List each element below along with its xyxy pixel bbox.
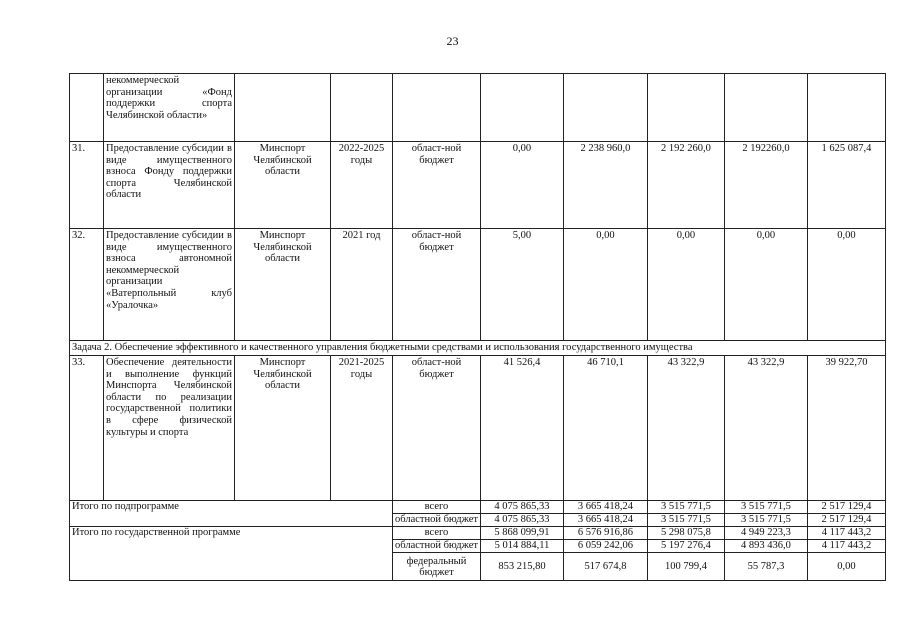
- period: 2021-2025 годы: [331, 356, 393, 501]
- executor: Минспорт Челябинской области: [235, 356, 331, 501]
- value-2024: 55 787,3: [724, 553, 807, 581]
- funding-source: [393, 74, 481, 142]
- period: 2022-2025 годы: [331, 142, 393, 229]
- value-2023: 5 298 075,8: [647, 527, 724, 540]
- value-2021: 4 075 865,33: [480, 514, 563, 527]
- value-2021: 41 526,4: [480, 356, 563, 501]
- value-2021: 0,00: [480, 142, 563, 229]
- executor: Минспорт Челябинской области: [235, 229, 331, 341]
- value-2022: 0,00: [563, 229, 647, 341]
- table-row: [70, 229, 886, 341]
- value-2024: 43 322,9: [724, 356, 807, 501]
- period: 2021 год: [331, 229, 393, 341]
- value-2022: 46 710,1: [563, 356, 647, 501]
- funding-source: областной бюджет: [393, 540, 481, 553]
- value-2024: 4 893 436,0: [724, 540, 807, 553]
- value-2022: [563, 74, 647, 142]
- executor: Минспорт Челябинской области: [235, 142, 331, 229]
- value-2025: 2 517 129,4: [807, 514, 885, 527]
- funding-source: област-ной бюджет: [393, 142, 481, 229]
- executor: [235, 74, 331, 142]
- value-2023: 3 515 771,5: [647, 514, 724, 527]
- table-row: [70, 74, 886, 142]
- value-2025: 4 117 443,2: [807, 527, 885, 540]
- measure-name: Предоставление субсидии в виде имущественного взноса автономной некоммерческой организации «Ватерпольный клуб «Уралочка»: [104, 229, 235, 341]
- value-2025: 2 517 129,4: [807, 501, 885, 514]
- funding-source: областной бюджет: [393, 514, 481, 527]
- period: [331, 74, 393, 142]
- value-2025: 0,00: [807, 229, 885, 341]
- value-2021: 5 868 099,91: [480, 527, 563, 540]
- value-2023: 5 197 276,4: [647, 540, 724, 553]
- value-2021: 4 075 865,33: [480, 501, 563, 514]
- value-2022: 6 576 916,86: [563, 527, 647, 540]
- value-2023: 2 192 260,0: [647, 142, 724, 229]
- value-2025: 1 625 087,4: [807, 142, 885, 229]
- row-number: 31.: [70, 142, 104, 229]
- value-2025: 39 922,70: [807, 356, 885, 501]
- value-2025: 4 117 443,2: [807, 540, 885, 553]
- value-2023: 100 799,4: [647, 553, 724, 581]
- page-number: 23: [446, 34, 459, 48]
- value-2023: 0,00: [647, 229, 724, 341]
- value-2021: [480, 74, 563, 142]
- value-2024: 3 515 771,5: [724, 501, 807, 514]
- funding-source: всего: [393, 501, 481, 514]
- value-2022: 3 665 418,24: [563, 514, 647, 527]
- program-total-label: Итого по государственной программе: [70, 527, 393, 581]
- value-2023: [647, 74, 724, 142]
- subprogram-total-row: [70, 501, 886, 514]
- funding-source: област-ной бюджет: [393, 229, 481, 341]
- value-2021: 853 215,80: [480, 553, 563, 581]
- value-2025: 0,00: [807, 553, 885, 581]
- value-2022: 2 238 960,0: [563, 142, 647, 229]
- value-2024: 0,00: [724, 229, 807, 341]
- value-2021: 5 014 884,11: [480, 540, 563, 553]
- row-number: [70, 74, 104, 142]
- row-number: 32.: [70, 229, 104, 341]
- value-2022: 3 665 418,24: [563, 501, 647, 514]
- value-2021: 5,00: [480, 229, 563, 341]
- value-2023: 43 322,9: [647, 356, 724, 501]
- table-row: [70, 142, 886, 229]
- subprogram-total-label: Итого по подпрограмме: [70, 501, 393, 527]
- program-total-row: [70, 527, 886, 540]
- task-heading: Задача 2. Обеспечение эффективного и качественного управления бюджетными средствами и использования государственного имущества: [70, 341, 886, 356]
- value-2024: [724, 74, 807, 142]
- value-2025: [807, 74, 885, 142]
- measure-name: Обеспечение деятельности и выполнение функций Минспорта Челябинской области по реализации государственной политики в сфере физической культуры и спорта: [104, 356, 235, 501]
- value-2022: 517 674,8: [563, 553, 647, 581]
- funding-source: федеральный бюджет: [393, 553, 481, 581]
- value-2022: 6 059 242,06: [563, 540, 647, 553]
- value-2023: 3 515 771,5: [647, 501, 724, 514]
- program-table: [69, 73, 886, 581]
- row-number: 33.: [70, 356, 104, 501]
- value-2024: 3 515 771,5: [724, 514, 807, 527]
- funding-source: област-ной бюджет: [393, 356, 481, 501]
- measure-name: Предоставление субсидии в виде имущественного взноса Фонду поддержки спорта Челябинской области: [104, 142, 235, 229]
- task-row: [70, 341, 886, 356]
- measure-name: некоммерческой организации «Фонд поддержки спорта Челябинской области»: [104, 74, 235, 142]
- value-2024: 4 949 223,3: [724, 527, 807, 540]
- funding-source: всего: [393, 527, 481, 540]
- value-2024: 2 192260,0: [724, 142, 807, 229]
- table-row: [70, 356, 886, 501]
